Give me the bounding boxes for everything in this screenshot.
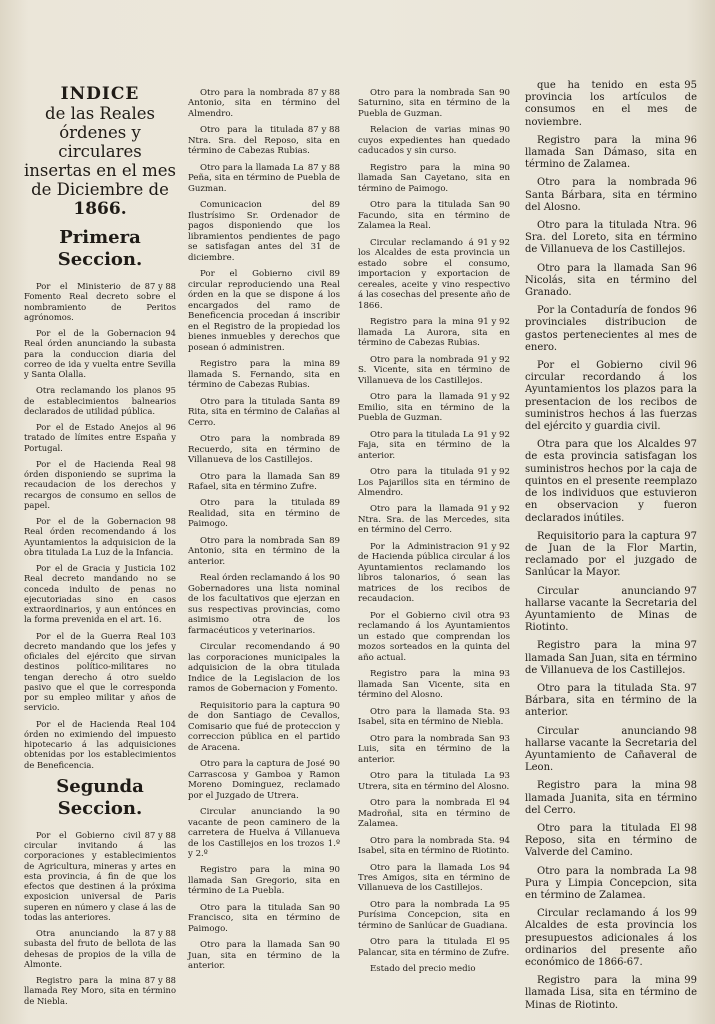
index-entry [24,385,176,416]
entry-text: Registro para la mina llamada Juanita, sita en término del Cerro. [525,780,697,816]
entry-page-number: 98 [684,822,697,834]
index-entry [525,263,697,300]
entry-page-number: 99 [684,975,697,987]
index-title: INDICE [60,84,140,104]
entry-page-number: 89 [329,200,340,211]
entry-page-number: 87 y 88 [144,928,176,938]
entry-page-number: 98 [165,516,176,526]
section-heading-segunda: Segunda Seccion. [56,775,144,819]
entry-text: Por el de la Guerra Real decreto mandando que los jefes y oficiales del ejército que sirvan destinos político-militares no tengan derecho á otro sueldo pasivo que el que le corresponda por su empleo militar y años de servicio. [24,630,176,713]
index-entry [525,726,697,775]
index-entry [525,439,697,524]
index-entry [188,397,340,428]
entry-text: Registro para la mina llamada Lisa, sita en término de Minas de Riotinto. [525,975,697,1011]
entry-text: Requisitorio para la captura de Juan de la Flor Martin, reclamado por el juzgado de Sanlúcar la Mayor. [525,530,697,579]
entry-page-number: 96 [684,262,697,274]
index-entry [358,200,510,231]
entry-page-number: 87 y 88 [307,88,340,98]
entry-page-number: 91 y 92 [477,392,510,403]
entry-text: Por el Gobierno civil circular recordando á los Ayuntamientos los plazos para la presentacion de los recibos de suministros hechos á las fuerzas del ejército y guardia civil. [525,360,697,433]
entry-text: Otro para la nombrada El Madroñal, sita en término de Zalamea. [358,798,510,830]
entry-page-number: 103 [160,630,176,641]
entry-page-number: 102 [160,563,176,573]
index-entry [358,238,510,311]
entry-page-number: 87 y 88 [144,829,176,840]
index-entry [358,125,510,156]
entry-page-number: 96 [684,360,697,372]
entry-text: Otro para la titulada La Faja, sita en término de la anterior. [358,429,510,461]
entry-text: Otro para la llamada Los Tres Amigos, sita en término de Villanueva de los Castillejos. [358,862,510,894]
entry-text: Otro para la llamada Emilio, sita en término de la Puebla de Guzman. [358,392,510,424]
index-entry [24,928,176,969]
entry-text: Por el de la Gobernacion Real órden anunciando la subasta para la conduccion diaria del correo de ida y vuelta entre Sevilla y Santa Olalla. [24,328,176,379]
index-entry [358,937,510,958]
entry-page-number: 95 [684,80,697,91]
entry-text: Otro para la titulada Santa Rita, sita en término de Calañas al Cerro. [188,396,340,428]
index-entry [188,642,340,694]
entry-page-number: 90 [499,88,510,98]
entry-text: Por el Gobierno civil otra reclamando á los Ayuntamientos un estado que comprendan los mozos sorteados en la quinta del año actual. [358,610,510,663]
entry-text: Por el de Hacienda Real órden no eximiendo del impuesto hipotecario á las adquisiciones obtenidas por los establecimientos de Beneficencia. [24,718,176,770]
entry-page-number: 90 [329,902,340,913]
entry-text: Otro para la nombrada Antonio, sita en término del Almendro. [188,88,340,119]
index-entry [358,430,510,461]
entry-text: Otro para la llamada San Nicolás, sita en término del Granado. [525,262,697,299]
entry-page-number: 94 [165,328,176,338]
entry-page-number: 87 y 88 [307,162,340,173]
index-entry [525,360,697,433]
index-entry [24,422,176,453]
section-heading-primera: Primera Seccion. [57,227,143,270]
entry-text: Registro para la mina llamada San Vicente, sita en término del Alosno. [358,669,510,701]
entry-text: Circular reclamando á los Alcaldes de esta provincia un estado sobre el consumo, importacion y exportacion de cereales, aceite y vino respectivo á las cosechas del presente año de 1866. [358,237,510,311]
index-entry [188,88,340,119]
entry-text: Estado del precio medio [370,964,476,975]
index-entry [24,328,176,379]
entry-text: Relacion de varias minas cuyos expedientes han quedado caducados y sin curso. [358,125,510,157]
entry-page-number: 93 [499,669,510,680]
entry-text: Real órden reclamando á los Gobernadores una lista nominal de los facultativos que ejerzan en sus respectivas provincias, como asimismo otra de los farmacéuticos y veterinarios. [188,573,340,636]
index-entry [358,504,510,535]
index-entry [188,573,340,636]
entry-page-number: 104 [160,718,176,729]
entry-page-number: 91 y 92 [477,429,510,440]
index-entry [525,640,697,677]
index-entry [188,759,340,801]
entry-page-number: 89 [329,434,340,445]
entry-page-number: 91 y 92 [477,237,510,248]
entry-text: Otro para la titulada Ntra. Sra. del Loreto, sita en término de Villanueva de los Castillejos. [525,220,697,256]
entry-text: Otro para la nombrada S. Vicente, sita en término de Villanueva de los Castillejos. [358,354,510,386]
entry-text: Otro para la titulada San Francisco, sita en término de Paimogo. [188,902,340,934]
entry-page-number: 94 [499,862,510,873]
entry-page-number: 91 y 92 [477,541,510,552]
entry-text: Circular anunciando hallarse vacante la Secretaria del Ayuntamiento de Cañaveral de Leon. [525,725,697,774]
entry-text: Otra anunciando la subasta del fruto de bellota de las dehesas de propios de la villa de Almonte. [24,928,176,969]
entry-text: Requisitorio para la captura de don Santiago de Cevallos, Comisario que fué de proteccion y correccion pública en el partido de Aracena. [188,700,340,753]
entry-page-number: 95 [499,899,510,910]
entry-text: Otro para la llamada La Peña, sita en término de Puebla de Guzman. [188,162,340,194]
entry-page-number: 97 [684,585,697,597]
entry-text: Otro para la titulada El Palancar, sita en término de Zufre. [358,937,510,958]
entry-text: Otro para la titulada Realidad, sita en término de Paimogo. [188,498,340,530]
index-entry [525,780,697,817]
index-entry [188,200,340,263]
entry-page-number: 90 [329,807,340,818]
index-entry [358,771,510,792]
entry-page-number: 89 [329,535,340,546]
index-entry [24,631,176,713]
entry-page-number: 98 [165,458,176,469]
entry-page-number: 90 [329,573,340,584]
entry-text: Por el de Hacienda Real órden disponiendo se suprima la recaudacion de los derechos y recargos de consumo en sellos de papel. [24,458,176,510]
entry-page-number: 90 [329,700,340,711]
entry-text: Otro para la llamada San Juan, sita en término de la anterior. [188,940,340,972]
entry-text: Otro para la titulada La Utrera, sita en término del Alosno. [358,771,510,792]
entry-text: Otra reclamando los planos de establecimientos balnearios declarados de utilidad pública. [24,385,176,416]
index-entry [24,830,176,922]
entry-page-number: 87 y 88 [144,281,176,291]
entry-text: Por el Ministerio de Fomento Real decreto sobre el nombramiento de Peritos agrónomos. [24,281,176,322]
entry-page-number: 94 [499,835,510,846]
entry-page-number: 90 [329,642,340,653]
entry-page-number: 96 [684,220,697,232]
entry-text: Registro para la mina llamada La Aurora, sita en término de Cabezas Rubias. [358,317,510,349]
index-entry [358,355,510,386]
entry-page-number: 87 y 88 [144,975,176,985]
entry-page-number: 90 [499,162,510,173]
index-entry [358,900,510,931]
entry-page-number: 95 [165,385,176,396]
entry-text: Circular anunciando la vacante de peon caminero de la carretera de Huelva á Villanueva de los Castillejos en los trozos 1.º y 2.º [188,807,340,859]
entry-text: Otro para la nombrada La Purísima Concepcion, sita en término de Sanlúcar de Guadiana. [358,899,510,931]
entry-page-number: 89 [329,359,340,370]
entry-page-number: 93 [499,771,510,782]
index-entry [358,863,510,894]
entry-page-number: 93 [499,706,510,717]
entry-text: Otro para la titulada Sta. Bárbara, sita en término de la anterior. [525,682,697,719]
index-entry [525,220,697,257]
entry-page-number: 90 [499,200,510,211]
entry-text: Por la Contaduría de fondos provinciales distribucion de gastos pertenecientes al mes de enero. [525,305,697,353]
entry-text: Por el Gobierno civil circular reproduciendo una Real órden en la que se dispone á los encargados del ramo de Beneficencia procedan á inscribir en el Registro de la propiedad los bienes inmuebles y derechos que posean ó administren. [188,269,340,353]
entry-text: Por la Administracion de Hacienda pública circular á los Ayuntamientos reclamando los libros talonarios, ó sean las matrices de los recibos de recaudacion. [358,541,510,605]
entry-text: Otro para la nombrada La Pura y Limpia Concepcion, sita en término de Zalamea. [525,865,697,901]
entry-page-number: 91 y 92 [477,354,510,365]
entry-page-number: 96 [684,134,697,146]
entry-text: Otro para la captura de José Carrascosa y Gamboa y Ramon Moreno Dominguez, reclamado por el Juzgado de Utrera. [188,759,340,801]
entry-page-number: 97 [684,640,697,652]
index-entry [525,975,697,1012]
index-entry [358,611,510,663]
entry-page-number: 87 y 88 [307,125,340,136]
entry-text: Otro para la nombrada Sta. Isabel, sita en término de Riotinto. [358,835,510,857]
entry-text: Circular reclamando á los Alcaldes de esta provincia los presupuestos adicionales á los ordinarios del presente año económico de 1866-67. [525,908,697,968]
entry-text: Por el de Estado Anejos al tratado de límites entre España y Portugal. [24,422,176,453]
entries-col2 [188,88,340,972]
index-entry [188,163,340,194]
entry-page-number: 90 [329,865,340,876]
index-entry [24,281,176,322]
entry-page-number: 94 [499,798,510,809]
entry-text: Registro para la mina llamada San Juan, sita en término de Villanueva de los Castillejos. [525,640,697,676]
index-entry [525,908,697,969]
entry-text: Por el de la Gobernacion Real órden recomendando á los Ayuntamientos la adquisicion de la obra titulada La Luz de la Infancia. [24,516,176,557]
entry-page-number: 89 [329,269,340,280]
entry-page-number: 90 [499,125,510,136]
entry-page-number: 97 [684,530,697,542]
entry-page-number: 98 [684,865,697,877]
index-entry [525,80,697,129]
column-1 [24,84,176,1012]
entry-page-number: 97 [684,439,697,451]
entries-primera [24,281,176,770]
column-2 [188,88,340,978]
entry-text: Comunicacion del Ilustrísimo Sr. Ordenador de pagos disponiendo que los libramientos pendientes de pago se satisfagan antes del 31 de diciembre. [188,200,340,263]
index-entry [188,472,340,493]
entry-text: Otro para la llamada San Rafael, sita en término Zufre. [188,471,326,492]
column-3 [358,88,510,981]
index-entry [188,434,340,465]
index-header [24,84,176,219]
index-entry [24,975,176,1006]
index-entry [358,964,510,974]
entry-page-number: 97 [684,682,697,694]
entry-page-number: 96 [165,422,176,432]
entry-page-number: 90 [329,759,340,770]
index-subtitle: de las Reales órdenes y circulares insertas en el mes de Diciembre de [24,104,177,199]
entry-text: Registro para la mina llamada Rey Moro, sita en término de Niebla. [24,975,176,1006]
entry-text: Otro para la nombrada San Luis, sita en término de la anterior. [358,733,510,765]
index-entry [358,836,510,857]
entry-page-number: 98 [684,725,697,737]
entry-text: Otro para la llamada Sta. Isabel, sita en término de Niebla. [358,706,504,728]
index-entry [24,563,176,625]
entry-text: que ha tenido en esta provincia los artículos de consumos en el mes de noviembre. [525,80,697,128]
index-entry [525,135,697,172]
entry-text: Otro para la nombrada Santa Bárbara, sita en término del Alosno. [525,177,697,213]
entries-col4 [525,80,697,1012]
entry-page-number: 91 y 92 [477,317,510,328]
entry-text: Registro para la mina llamada San Dámaso, sita en término de Zalamea. [525,134,697,171]
entry-text: Circular anunciando hallarse vacante la Secretaria del Ayuntamiento de Minas de Riotinto. [525,585,697,634]
entries-col3 [358,88,510,975]
index-entry [358,542,510,605]
entry-text: Otro para la titulada Los Pajarillos sita en término de Almendro. [358,467,510,498]
index-entry [525,531,697,580]
entry-text: Otro para la nombrada Recuerdo, sita en término de Villanueva de los Castillejos. [188,434,340,466]
index-entry [525,586,697,635]
entry-text: Registro para la mina llamada S. Fernando, sita en término de Cabezas Rubias. [188,359,340,391]
index-entry [358,734,510,765]
index-year: 1866. [73,199,127,219]
index-entry [525,683,697,720]
entry-text: Otro para la titulada El Reposo, sita en término de Valverde del Camino. [525,822,697,859]
entry-page-number: 89 [329,471,340,482]
entries-segunda [24,830,176,1006]
index-entry [525,823,697,860]
index-entry [188,359,340,390]
index-entry [358,467,510,498]
index-entry [188,498,340,529]
entry-text: Circular recomendando á las corporaciones municipales la adquisicion de la obra titulada Indice de la Legislacion de los ramos de Gobernacion y Fomento. [188,642,340,695]
entry-page-number: 93 [499,610,510,621]
entry-page-number: 95 [499,937,510,948]
entry-text: Otra para que los Alcaldes de esta provincia satisfagan los suministros hechos por la caja de quintos en el presente reemplazo de los individuos que estuvieron en observacion y fueron declarados inútiles. [525,439,697,524]
column-4 [525,80,697,1018]
index-entry [358,669,510,700]
entry-text: Otro para la llamada Ntra. Sra. de las Mercedes, sita en término del Cerro. [358,504,510,536]
entry-text: Otro para la titulada Ntra. Sra. del Reposo, sita en término de Cabezas Rubias. [188,125,340,157]
index-entry [358,707,510,728]
index-entry [188,903,340,934]
entry-page-number: 91 y 92 [477,467,510,478]
index-entry [24,516,176,557]
entry-text: Registro para la mina llamada San Cayetano, sita en término de Paimogo. [358,162,510,194]
entry-text: Otro para la nombrada San Saturnino, sita en término de la Puebla de Guzman. [358,88,510,119]
index-entry [188,807,340,859]
index-entry [358,798,510,829]
entry-page-number: 96 [684,177,697,189]
index-entry [358,163,510,194]
entry-text: Registro para la mina llamada San Gregorio, sita en término de La Puebla. [188,865,340,897]
entry-text: Por el de Gracia y Justicia Real decreto mandando no se conceda indulto de penas no ejecutoriadas sino en casos extraordinarios, y aun entónces en la forma prevenida en el art. 16. [24,563,176,625]
entry-page-number: 90 [329,940,340,951]
entry-text: Otro para la titulada San Facundo, sita en término de Zalamea la Real. [358,200,510,232]
entry-page-number: 89 [329,498,340,509]
index-entry [188,701,340,753]
index-entry [525,177,697,214]
entry-page-number: 96 [684,305,697,317]
index-entry [188,125,340,156]
index-entry [188,536,340,567]
entry-text: Por el Gobierno civil circular invitando á las corporaciones y establecimientos de Agricultura, mineras y artes en esta provincia, á fin de que los efectos que destinen á la próxima exposicion universal de Paris superen en número y clase á las de todas las anteriores. [24,829,176,922]
index-entry [24,459,176,510]
index-entry [525,866,697,903]
entry-page-number: 98 [684,780,697,792]
index-entry [358,88,510,119]
entry-text: Otro para la nombrada San Antonio, sita en término de la anterior. [188,535,340,567]
index-entry [525,305,697,354]
entry-page-number: 91 y 92 [477,504,510,515]
index-entry [358,392,510,423]
index-entry [358,317,510,348]
index-entry [188,269,340,353]
index-entry [24,719,176,770]
index-entry [188,940,340,971]
index-entry [188,865,340,896]
entry-page-number: 93 [499,733,510,744]
entry-page-number: 89 [329,396,340,407]
entry-page-number: 99 [684,908,697,920]
